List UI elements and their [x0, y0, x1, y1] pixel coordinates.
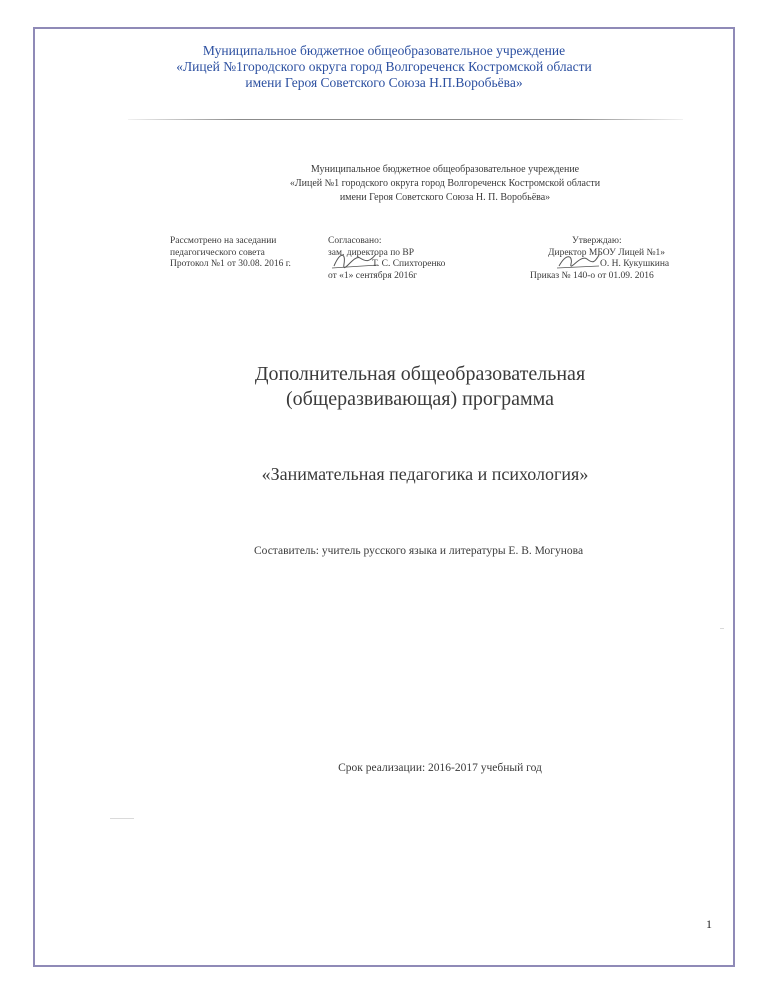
approved-line-2: Директор МБОУ Лицей №1» [548, 247, 666, 258]
agreed-line-3: Т. С. Спихторенко [372, 259, 446, 269]
scan-artifact [110, 818, 134, 819]
implementation-term: Срок реализации: 2016-2017 учебный год [338, 762, 542, 774]
page-number: 1 [706, 917, 712, 931]
program-title-line-2: (общеразвивающая) программа [285, 388, 554, 410]
header-line-1: Муниципальное бюджетное общеобразовательное учреждение [202, 43, 566, 58]
approved-line-3: О. Н. Кукушкина [600, 259, 670, 269]
header-line-2: «Лицей №1городского округа город Волгореченск Костромской области [176, 59, 592, 74]
scan-header-line-3: имени Героя Советского Союза Н. П. Воробьёва» [339, 192, 551, 203]
compiler-line: Составитель: учитель русского языка и литературы Е. В. Могунова [254, 545, 584, 557]
agreed-line-2: зам. директора по ВР [328, 247, 415, 258]
scan-artifact [720, 628, 724, 629]
scan-header-line-2: «Лицей №1 городского округа город Волгореченск Костромской области [289, 178, 601, 189]
header-line-3: имени Героя Советского Союза Н.П.Воробьёва» [245, 75, 523, 90]
considered-line-3: Протокол №1 от 30.08. 2016 г. [170, 259, 291, 269]
considered-line-1: Рассмотрено на заседании [170, 236, 277, 246]
agreed-line-1: Согласовано: [328, 236, 382, 246]
program-name: «Занимательная педагогика и психология» [261, 464, 589, 484]
approved-line-4: Приказ № 140-о от 01.09. 2016 [530, 270, 654, 281]
considered-line-2: педагогического совета [170, 247, 265, 258]
program-title [200, 362, 640, 412]
deputy-signature [330, 248, 380, 272]
considered-block [170, 236, 291, 271]
approved-line-1: Утверждаю: [572, 236, 622, 246]
director-signature [555, 250, 601, 272]
scan-header-line-1: Муниципальное бюджетное общеобразовательное учреждение [310, 164, 580, 175]
scan-header [230, 163, 660, 205]
agreed-line-4: от «1» сентября 2016г [328, 270, 418, 281]
program-title-line-1: Дополнительная общеобразовательная [254, 363, 586, 385]
